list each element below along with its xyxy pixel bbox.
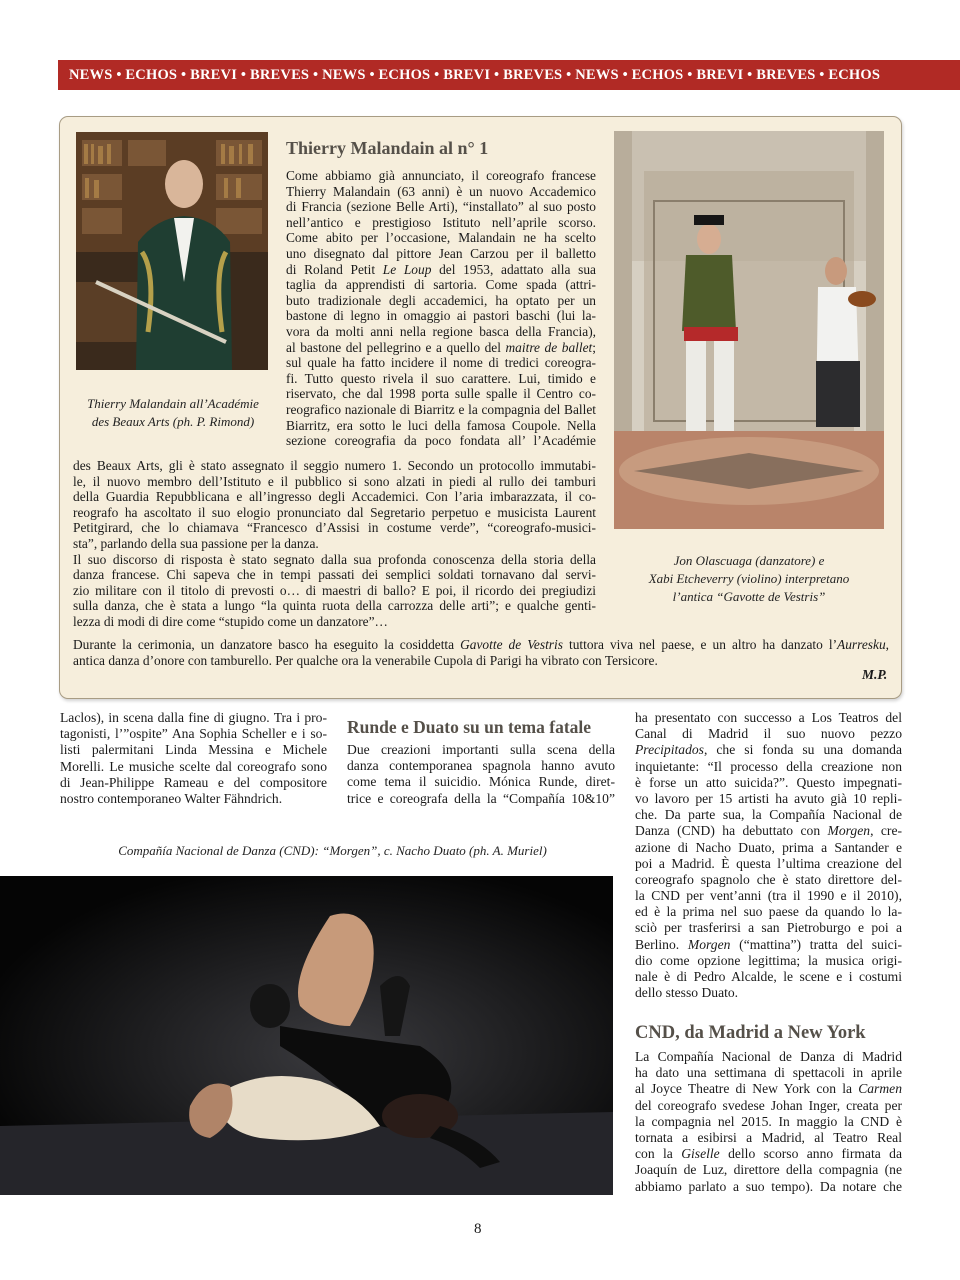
text-line: vora da molti anni nella regione basca della Francia), bbox=[286, 323, 596, 339]
text-line: dio come opzione legittima; la musica origi- bbox=[635, 952, 902, 968]
text-line: sul quale ha fatto incidere il nome di tredici coreogra- bbox=[286, 355, 596, 371]
text-line: poi a Madrid. È questa l’ultima creazione del bbox=[635, 855, 902, 871]
text-line: Joaquín de Luz, direttore della compagnia (ne bbox=[635, 1162, 902, 1178]
text-line: antica danza d’onore con tamburello. Per qualche ora la venerabile Cupola di Parigi ha vibrato con Tersicore. bbox=[73, 652, 658, 668]
text-line: zio militare con il titolo di prevosti o… di maestri di ballo? E poi, il ricordo dei pregiudizi bbox=[73, 582, 596, 598]
text-line: buto tradizionale degli accademici, ha optato per un bbox=[286, 292, 596, 308]
text-line: Petitgirard, che lo chiamava “Francesco d’Assisi in costume verde”, “coreografo-musici- bbox=[73, 520, 596, 536]
caption-malandain bbox=[68, 395, 278, 431]
text-line: della Guardia Repubblicana e all’ingresso degli Accademici. Con l’aria imbarazzata, il co- bbox=[73, 489, 596, 505]
text-line: danza francese. Chi sapeva che in tempi passati dei semplici soldati tornavano dal servi- bbox=[73, 567, 596, 583]
column-right bbox=[635, 710, 902, 1001]
text-line: azione di Nacho Duato, prima a Santander e bbox=[635, 839, 902, 855]
text-line: al bastone del pellegrino e a quello del maitre de ballet; bbox=[286, 339, 596, 355]
text-line: sulla danza, che è stata a lungo “la quinta ruota della carrozza delle arti”; e qualche genti- bbox=[73, 598, 596, 614]
text-line: ha dato una settimana di spettacoli in aprile bbox=[635, 1065, 902, 1081]
text-line: Thierry Malandain (63 anni) è un nuovo Accademico bbox=[286, 183, 596, 199]
text-line: La Compañía Nacional de Danza di Madrid bbox=[635, 1049, 902, 1064]
text-line: sciò per trasferirsi a san Pietroburgo e poi a bbox=[635, 920, 902, 936]
text-line: di Jean-Philippe Rameau e del compositore bbox=[60, 774, 327, 790]
page-number: 8 bbox=[474, 1221, 482, 1237]
text-line: danza contemporanea spagnola hanno avuto bbox=[347, 758, 615, 774]
title-runde: Runde e Duato su un tema fatale bbox=[347, 717, 592, 737]
text-line: nale è di Pedro Alcalde, le scene e i costumi bbox=[635, 969, 902, 984]
text-line: tagonisti, l’”ospite” Ana Sophia Scheller e i so- bbox=[60, 726, 327, 742]
caption-line: Thierry Malandain all’Académie bbox=[87, 396, 259, 411]
text-line: nostro contemporaneo Walter Fähndrich. bbox=[60, 790, 283, 806]
text-line: Come abito per l’occasione, Malandain ne ha scelto bbox=[286, 230, 596, 246]
cnd-body bbox=[635, 1049, 902, 1195]
text-line: del coreografo svedese Johan Inger, creata per bbox=[635, 1097, 902, 1113]
body-narrow bbox=[286, 168, 596, 449]
text-line: è forse un atto suicida?”. Questo impegnati- bbox=[635, 774, 902, 790]
text-line: come tema il suicidio. Mónica Runde, diret- bbox=[347, 774, 615, 790]
caption-line: Jon Olascuaga (danzatore) e bbox=[673, 553, 825, 568]
caption-line: des Beaux Arts (ph. P. Rimond) bbox=[91, 414, 255, 429]
text-line: Danza (CND) ha debuttato con Morgen, cre- bbox=[635, 823, 902, 839]
title-cnd: CND, da Madrid a New York bbox=[635, 1023, 866, 1043]
text-line: Canal di Madrid il suo nuovo pezzo bbox=[635, 726, 902, 742]
caption-gavotte bbox=[620, 552, 878, 606]
text-line: al Joyce Theatre di New York con la Carmen bbox=[635, 1081, 902, 1097]
text-line: taglia da apprendisti di sartoria. Come spada (attri- bbox=[286, 277, 596, 293]
text-line: listi palermitani Linda Messina e Michele bbox=[60, 742, 327, 758]
text-line: vo lavoro per 15 artisti ha avuto già 10 repli- bbox=[635, 790, 902, 806]
text-line: lezza di modi di dire come “stupido come un danzatore”… bbox=[73, 613, 388, 629]
text-line: bastone di legno in omaggio ai pastori baschi (lui la- bbox=[286, 308, 596, 324]
photo-morgen bbox=[0, 876, 613, 1195]
text-line: Durante la cerimonia, un danzatore basco ha eseguito la cosiddetta Gavotte de Vestris tuttora viva nel paese, e un altro ha danzato l’Aurresku, bbox=[73, 637, 889, 652]
text-line: reografo ha ascoltato il suo elogio pronunciato dal Segretario perpetuo e musicista Laurent bbox=[73, 504, 596, 520]
title-malandain: Thierry Malandain al n° 1 bbox=[286, 138, 489, 158]
text-line: di Francia (sezione Belle Arti), “installato” al suo posto bbox=[286, 199, 596, 215]
text-line: Precipitados, che si fonda su una domanda bbox=[635, 742, 902, 758]
text-line: la compagnia nel 2015. In maggio la CND è bbox=[635, 1113, 902, 1129]
text-line: riservato, che dal 1998 porta sulle spalle il Centro co- bbox=[286, 386, 596, 402]
text-line: Come abbiamo già annunciato, il coreografo francese bbox=[286, 168, 596, 183]
text-line: trice e coreografa della la “Compañía 10&10” bbox=[347, 790, 615, 806]
text-line: le, il nuovo membro dell’Istituto e il pubblico si sono alzati in piedi al rullo dei tamburi bbox=[73, 473, 596, 489]
text-line: dello stesso Duato. bbox=[635, 985, 739, 1001]
text-line: ed è la prima nel suo paese da quando lo la- bbox=[635, 904, 902, 920]
body-wide bbox=[73, 637, 889, 668]
text-line: inquietante: “Il processo della creazione non bbox=[635, 758, 902, 774]
text-line: Il suo discorso di risposta è stato segnato dalla sua profonda conoscenza della storia della bbox=[73, 551, 596, 567]
text-line: la CND per vent’anni (tra il 1990 e il 2010), bbox=[635, 888, 902, 904]
caption-line: l’antica “Gavotte de Vestris” bbox=[672, 589, 826, 604]
text-line: Biarritz, era sotto le luci della famosa Coupole. Nella bbox=[286, 417, 596, 433]
text-line: reografico nazionale di Biarritz e la compagnia del Ballet bbox=[286, 401, 596, 417]
text-line: sta”, parlando della sua passione per la danza. bbox=[73, 535, 319, 551]
text-line: Due creazioni importanti sulla scena della bbox=[347, 742, 615, 757]
text-line: ha presentato con successo a Los Teatros del bbox=[635, 710, 902, 725]
column-left bbox=[60, 710, 327, 807]
text-line: coreografo spagnolo che è stato direttore del- bbox=[635, 871, 902, 887]
photo-malandain bbox=[76, 132, 268, 370]
text-line: abbiamo parlato a suo tempo). Da notare che bbox=[635, 1178, 902, 1194]
caption-morgen: Compañía Nacional de Danza (CND): “Morgen”, c. Nacho Duato (ph. A. Muriel) bbox=[118, 843, 547, 858]
photo-gavotte bbox=[614, 131, 884, 529]
text-line: tornata a esibirsi a Madrid, al Teatro Real bbox=[635, 1129, 902, 1145]
text-line: uno disegnato dal pittore Jean Carzou per il balletto bbox=[286, 245, 596, 261]
text-line: des Beaux Arts, gli è stato assegnato il seggio numero 1. Secondo un protocollo immutabi- bbox=[73, 458, 596, 473]
text-line: Morelli. Le musiche scelte dal coreografo sono bbox=[60, 758, 327, 774]
body-mid bbox=[73, 458, 596, 630]
text-line: con la Giselle dello scorso anno firmata da bbox=[635, 1146, 902, 1162]
text-line: di Roland Petit Le Loup del 1953, adattato alla sua bbox=[286, 261, 596, 277]
caption-line: Xabi Etcheverry (violino) interpretano bbox=[648, 571, 850, 586]
text-line: sezione coreografia da poco fondata all’ l’Académie bbox=[286, 433, 596, 449]
news-banner: NEWS • ECHOS • BREVI • BREVES • NEWS • ECHOS • BREVI • BREVES • NEWS • ECHOS • BREVI • BREVES • ECHOS bbox=[58, 60, 960, 90]
text-line: che. Da parte sua, la Compañía Nacional de bbox=[635, 807, 902, 823]
runde-body bbox=[347, 742, 615, 807]
text-line: Laclos), in scena dalla fine di giugno. Tra i pro- bbox=[60, 710, 327, 725]
text-line: nell’antico e prestigioso Istituto nell’aprile scorso. bbox=[286, 214, 596, 230]
text-line: Berlino. Morgen (“mattina”) tratta del suici- bbox=[635, 936, 902, 952]
text-line: fi. Tutto questo rivela il suo carattere. Lui, timido e bbox=[286, 370, 596, 386]
author-signature: M.P. bbox=[862, 667, 888, 682]
